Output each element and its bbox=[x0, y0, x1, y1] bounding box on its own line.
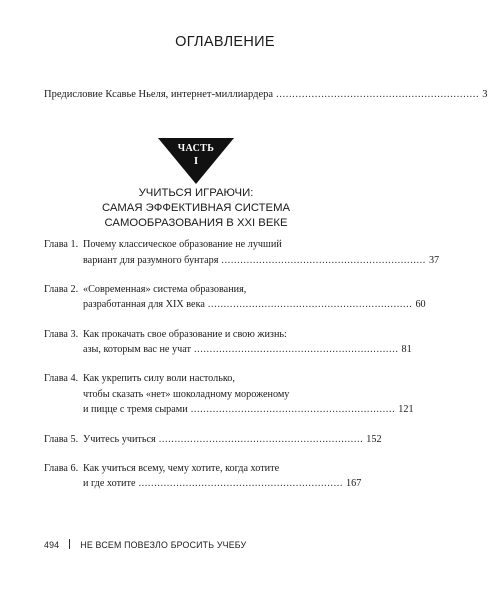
footer-page-number: 494 bbox=[44, 540, 60, 550]
chapter-title-line: Как прокачать свое образование и свою жизнь: bbox=[83, 328, 287, 340]
part-title-line: УЧИТЬСЯ ИГРАЮЧИ: bbox=[138, 187, 254, 199]
page-number: 3 bbox=[482, 89, 488, 100]
part-title-line: САМАЯ ЭФФЕКТИВНАЯ СИСТЕМА bbox=[101, 202, 291, 214]
toc-entry-chapter-6[interactable] bbox=[44, 461, 362, 492]
chapter-title-line: чтобы сказать «нет» шоколадному мороженому bbox=[83, 388, 290, 400]
chapter-label: Глава 2. bbox=[44, 283, 79, 295]
chapter-label: Глава 6. bbox=[44, 462, 79, 474]
chapter-title-last-line bbox=[83, 253, 440, 269]
page-number: 167 bbox=[346, 478, 362, 490]
chapter-title-line: Почему классическое образование не лучший bbox=[83, 239, 282, 250]
chapter-title-text: азы, которым вас не учат bbox=[83, 344, 191, 356]
chapter-title-text: и где хотите bbox=[83, 478, 136, 490]
toc-entry-chapter-4[interactable] bbox=[44, 371, 414, 418]
toc-entry-chapter-3[interactable] bbox=[44, 327, 412, 358]
chapter-title-text: вариант для разумного бунтаря bbox=[83, 254, 219, 266]
leader-dots: ................................................................. bbox=[193, 344, 399, 356]
toc-entry-text: Предисловие Ксавье Ньеля, интернет-миллиардера bbox=[44, 89, 274, 100]
chapter-label: Глава 1. bbox=[44, 239, 79, 250]
leader-dots: ................................................................. bbox=[190, 404, 396, 416]
chapter-title-last-line bbox=[83, 432, 382, 448]
part-title-line: САМООБРАЗОВАНИЯ В XXI ВЕКЕ bbox=[104, 217, 288, 229]
toc-entry-chapter-2[interactable] bbox=[44, 282, 426, 313]
chapter-title-line: Как учиться всему, чему хотите, когда хотите bbox=[83, 462, 280, 474]
toc-entry-preface[interactable] bbox=[44, 88, 488, 102]
part-numeral: I bbox=[193, 156, 199, 167]
chapter-title-text: Учитесь учиться bbox=[83, 433, 156, 445]
page-title: ОГЛАВЛЕНИЕ bbox=[175, 34, 275, 50]
page-number: 81 bbox=[401, 344, 412, 356]
leader-dots: ................................................................. bbox=[158, 433, 364, 445]
leader-dots: ................................................................. bbox=[207, 299, 413, 311]
chapter-title-last-line bbox=[83, 402, 414, 418]
footer-separator bbox=[69, 539, 70, 549]
footer-book-title: НЕ ВСЕМ ПОВЕЗЛО БРОСИТЬ УЧЕБУ bbox=[80, 540, 247, 550]
page-number: 60 bbox=[415, 299, 426, 311]
part-marker bbox=[158, 138, 234, 184]
toc-entry-chapter-1[interactable] bbox=[44, 237, 440, 268]
part-title bbox=[0, 186, 392, 231]
leader-dots: ............................................................... bbox=[276, 89, 480, 100]
chapter-label: Глава 3. bbox=[44, 328, 79, 340]
chapter-list bbox=[44, 237, 440, 506]
chapter-title-line: «Современная» система образования, bbox=[83, 283, 247, 295]
chapter-label: Глава 4. bbox=[44, 373, 79, 385]
chapter-label: Глава 5. bbox=[44, 433, 79, 445]
part-label: ЧАСТЬ bbox=[177, 143, 215, 154]
chapter-title-text: и пицце с тремя сырами bbox=[83, 404, 188, 416]
chapter-title-last-line bbox=[83, 476, 362, 492]
running-footer bbox=[44, 539, 246, 550]
chapter-title-last-line bbox=[83, 297, 426, 313]
page-number: 37 bbox=[428, 254, 440, 266]
chapter-title-last-line bbox=[83, 342, 412, 358]
chapter-title-text: разработанная для XIX века bbox=[83, 299, 205, 311]
leader-dots: ................................................................. bbox=[221, 254, 426, 266]
page-number: 121 bbox=[398, 404, 414, 416]
page-number: 152 bbox=[366, 433, 382, 445]
leader-dots: ................................................................. bbox=[138, 478, 344, 490]
chapter-title-line: Как укрепить силу воли настолько, bbox=[83, 373, 235, 385]
toc-entry-chapter-5[interactable] bbox=[44, 432, 382, 448]
